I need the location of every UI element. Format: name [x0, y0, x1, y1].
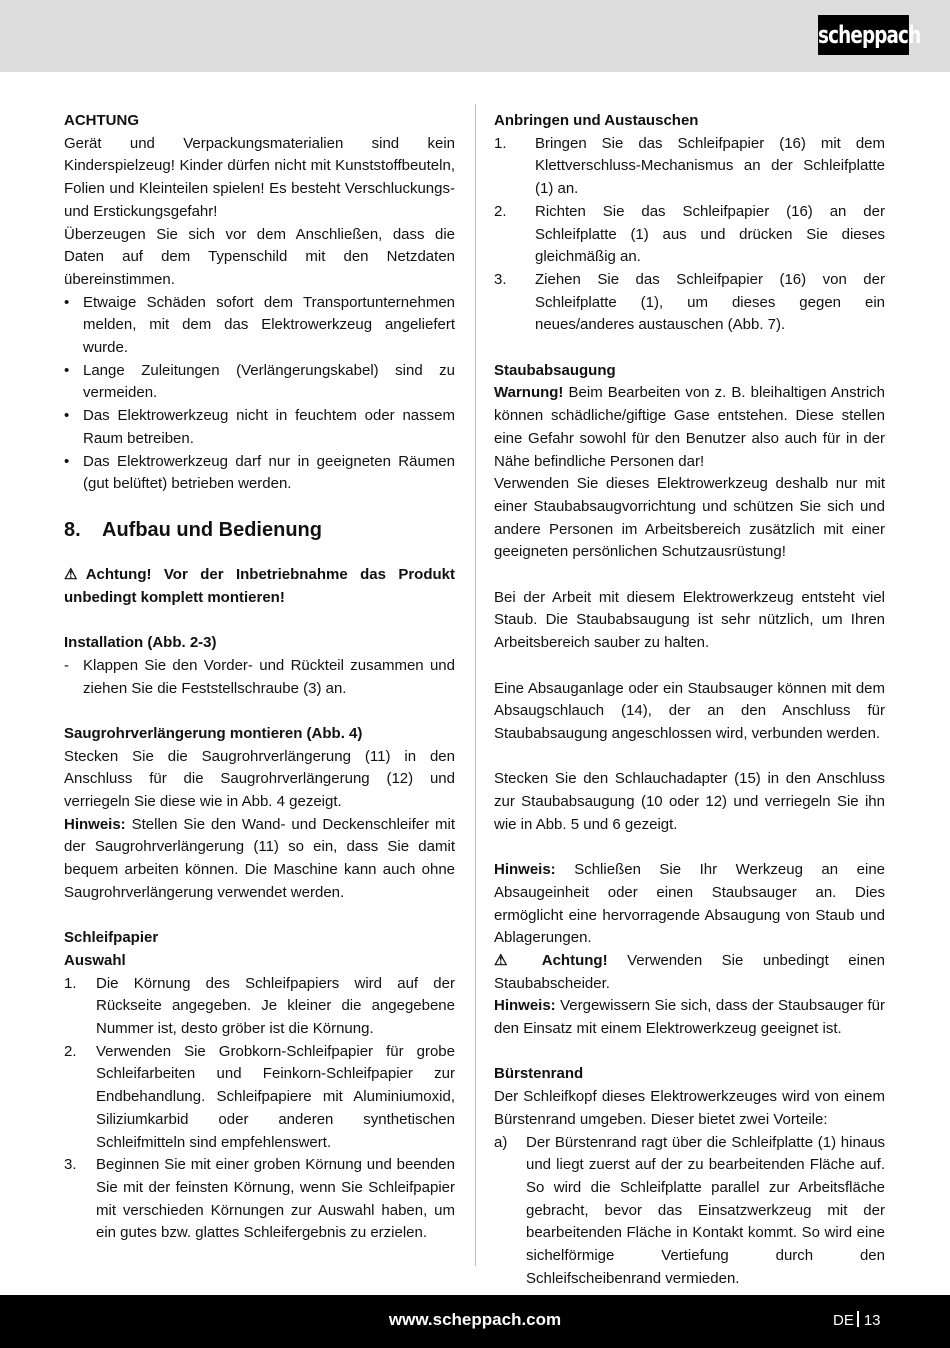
list-marker: • — [64, 361, 70, 379]
page-footer — [0, 1295, 950, 1348]
list-marker: a) — [494, 1133, 508, 1151]
list-marker: 2. — [64, 1042, 77, 1060]
list-item — [494, 133, 885, 201]
spacer — [64, 905, 455, 928]
list-marker: 3. — [494, 270, 507, 288]
subheading: Installation (Abb. 2-3) — [64, 634, 217, 652]
list-item — [494, 1132, 885, 1291]
left-column — [64, 110, 455, 1245]
paragraph-text: Beim Bearbeiten von z. B. bleihaltigen Anstrich können schädliche/giftige Gase entstehen. Diese stellen eine Gefahr sowohl für den Benutzer also auch für in der Nähe befindliche Personen dar! — [494, 384, 885, 470]
section-number: 8. — [64, 518, 81, 541]
paragraph — [64, 133, 455, 224]
list-item — [64, 451, 455, 496]
paragraph-text: Überzeugen Sie sich vor dem Anschließen, dass die Daten auf dem Typenschild mit den Netzdaten übereinstimmen. — [64, 225, 455, 288]
paragraph-lead: Warnung! — [494, 384, 564, 402]
list-item-text: Der Bürstenrand ragt über die Schleifplatte (1) hinaus und liegt zuerst auf der zu bearbeitenden Fläche auf. So wird die Schleifplatte parallel zur Arbeitsfläche gebracht, bevor das Einsatzwerkzeug mit der bearbeitenden Fläche in Kontakt kommt. So wird eine sichelförmige Vertiefung durch den Schleifscheibenrand vermieden. — [526, 1133, 885, 1287]
subheading: Staubabsaugung — [494, 361, 616, 379]
list-item-text: Die Körnung des Schleifpapiers wird auf der Rückseite angegeben. Je kleiner die angegebene Nummer ist, desto gröber ist die Körnung. — [96, 974, 455, 1038]
spacer — [64, 496, 455, 519]
page-indicator — [833, 1311, 881, 1329]
spacer — [494, 1041, 885, 1064]
paragraph-lead: Hinweis: — [494, 997, 556, 1015]
subheading: ACHTUNG — [64, 112, 139, 129]
paragraph — [64, 746, 455, 814]
subheading: Anbringen und Austauschen — [494, 112, 699, 129]
list-item-text: Klappen Sie den Vorder- und Rückteil zusammen und ziehen Sie die Feststellschraube (3) an. — [83, 656, 455, 697]
list-marker: 3. — [64, 1156, 77, 1174]
spacer — [494, 564, 885, 587]
paragraph-lead: ⚠ Achtung! — [494, 951, 608, 969]
list-item-text: Etwaige Schäden sofort dem Transportunternehmen melden, mit dem das Elektrowerkzeug angeliefert wurde. — [83, 293, 455, 357]
list-item — [64, 1154, 455, 1245]
paragraph — [494, 995, 885, 1040]
paragraph — [494, 859, 885, 950]
subheading: Schleifpapier — [64, 929, 159, 947]
spacer — [64, 541, 455, 564]
list-marker: 2. — [494, 202, 507, 220]
list-marker: • — [64, 407, 70, 425]
list-item-text: Verwenden Sie Grobkorn-Schleifpapier für grobe Schleifarbeiten und Feinkorn-Schleifpapier zur Endbehandlung. Schleifpapiere mit Aluminiumoxid, Siliziumkarbid oder anderen synthetischen Schleifmitteln sind empfehlenswert. — [96, 1042, 455, 1151]
list-item — [64, 655, 455, 700]
paragraph — [494, 382, 885, 473]
website-link[interactable]: www.scheppach.com — [388, 1310, 562, 1329]
list-item-text: Richten Sie das Schleifpapier (16) an der Schleifplatte (1) aus und drücken Sie dieses gleichmäßig an. — [535, 202, 885, 266]
separator — [857, 1311, 859, 1327]
list-item — [64, 360, 455, 405]
column-divider — [475, 104, 476, 1266]
spacer — [494, 337, 885, 360]
paragraph-lead: Hinweis: — [494, 861, 556, 879]
paragraph — [494, 473, 885, 564]
list-item-text: Das Elektrowerkzeug nicht in feuchtem oder nassem Raum betreiben. — [83, 407, 455, 447]
list-marker: • — [64, 293, 70, 311]
list-item-text: Bringen Sie das Schleifpapier (16) mit dem Klettverschluss-Mechanismus an der Schleifplatte (1) an. — [535, 134, 885, 198]
list-item — [64, 1041, 455, 1155]
list-item-text: Das Elektrowerkzeug darf nur in geeigneten Räumen (gut belüftet) betrieben werden. — [83, 452, 455, 493]
paragraph — [494, 1086, 885, 1131]
paragraph-lead: Hinweis: — [64, 815, 126, 833]
spacer — [494, 655, 885, 678]
paragraph-text: Bei der Arbeit mit diesem Elektrowerkzeug entsteht viel Staub. Die Staubabsaugung ist sehr nützlich, um Ihren Arbeitsbereich sauber zu halten. — [494, 588, 885, 652]
list-marker: - — [64, 656, 69, 674]
list-marker: • — [64, 452, 70, 470]
paragraph-text: Verwenden Sie dieses Elektrowerkzeug deshalb nur mit einer Staubabsaugvorrichtung und schützen Sie sich und andere Personen im Arbeitsbereich zusätzlich mit einer geeigneten persönlichen Schutzausrüstung! — [494, 475, 885, 561]
list-item-text: Beginnen Sie mit einer groben Körnung und beenden Sie mit der feinsten Körnung, wenn Sie Schleifpapier mit verschieden Körnungen zur Auswahl haben, um ein gutes bzw. glattes Schleifergebnis zu erzielen. — [96, 1156, 455, 1242]
list-item — [494, 269, 885, 337]
spacer — [64, 609, 455, 632]
list-marker: 1. — [64, 974, 77, 992]
paragraph-text: Stecken Sie die Saugrohrverlängerung (11) in den Anschluss für die Saugrohrverlängerung (12) und verriegeln Sie diese wie in Abb. 4 gezeigt. — [64, 747, 455, 811]
page-number: 13 — [863, 1312, 881, 1329]
right-column — [494, 110, 885, 1290]
paragraph-text: Stecken Sie den Schlauchadapter (15) in den Anschluss zur Staubabsaugung (10 oder 12) und verriegeln Sie ihn wie in Abb. 5 und 6 gezeigt. — [494, 770, 885, 833]
paragraph-text: Schließen Sie Ihr Werkzeug an eine Absaugeinheit oder einen Staubsauger an. Dies ermöglicht eine hervorragende Absaugung von Staub und Ablagerungen. — [494, 861, 885, 947]
paragraph-text: Vergewissern Sie sich, dass der Staubsauger für den Einsatz mit einem Elektrowerkzeug geeignet ist. — [494, 997, 885, 1038]
list-item-text: Lange Zuleitungen (Verlängerungskabel) sind zu vermeiden. — [83, 361, 455, 402]
section-title-text: Aufbau und Bedienung — [102, 518, 322, 541]
paragraph — [494, 768, 885, 836]
paragraph-text: Verwenden Sie unbedingt einen Staubabscheider. — [494, 951, 885, 992]
section-title — [64, 519, 455, 542]
list-item — [64, 973, 455, 1041]
spacer — [494, 836, 885, 859]
paragraph — [494, 950, 885, 995]
page-header — [0, 0, 950, 72]
language-code: DE — [833, 1312, 854, 1329]
paragraph-text: Der Schleifkopf dieses Elektrowerkzeuges wird von einem Bürstenrand umgeben. Dieser bietet zwei Vorteile: — [494, 1088, 885, 1128]
scheppach-logo: scheppach — [818, 15, 909, 55]
spacer — [64, 700, 455, 723]
paragraph-text: Eine Absauganlage oder ein Staubsauger können mit dem Absaugschlauch (14), der an den Anschluss für Staubabsaugung angeschlossen wird, verbunden werden. — [494, 679, 885, 742]
paragraph — [64, 224, 455, 292]
list-marker: 1. — [494, 134, 507, 152]
list-item-text: Ziehen Sie das Schleifpapier (16) von der Schleifplatte (1), um dieses gegen ein neues/anderes austauschen (Abb. 7). — [535, 270, 885, 334]
list-item — [494, 201, 885, 269]
subheading: Bürstenrand — [494, 1065, 584, 1083]
spacer — [494, 746, 885, 769]
subheading: Auswahl — [64, 951, 126, 969]
paragraph-text: Stellen Sie den Wand- und Deckenschleifer mit der Saugrohrverlängerung (11) so ein, dass Sie damit bequem arbeiten können. Die Maschine kann auch ohne Saugrohrverlängerung verwendet werden. — [64, 815, 455, 901]
list-item — [64, 405, 455, 450]
paragraph — [494, 587, 885, 655]
paragraph — [64, 814, 455, 905]
warning-notice: ⚠Achtung! Vor der Inbetriebnahme das Produkt unbedingt komplett montieren! — [64, 566, 455, 606]
paragraph — [494, 678, 885, 746]
paragraph-text: Gerät und Verpackungsmaterialien sind kein Kinderspielzeug! Kinder dürfen nicht mit Kunststoffbeuteln, Folien und Kleinteilen spielen! Es besteht Verschluckungs- und Erstickungsgefahr! — [64, 134, 455, 220]
subheading: Saugrohrverlängerung montieren (Abb. 4) — [64, 724, 363, 742]
list-item — [64, 292, 455, 360]
